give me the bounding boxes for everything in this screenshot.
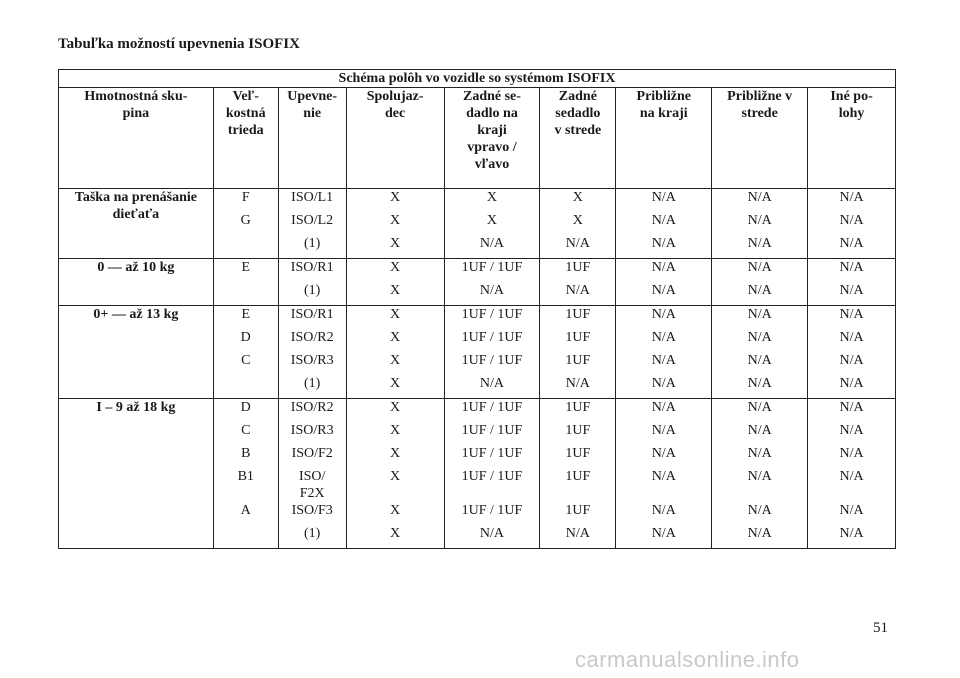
table-cell: X	[346, 212, 444, 235]
table-cell: N/A	[808, 375, 896, 399]
table-cell: X	[346, 329, 444, 352]
table-cell: X	[346, 399, 444, 423]
table-cell: ISO/R1	[278, 259, 346, 283]
table-cell: X	[346, 502, 444, 525]
column-header: Veľ- kostná trieda	[213, 88, 278, 189]
table-cell: N/A	[712, 375, 808, 399]
table-cell: N/A	[616, 235, 712, 259]
table-cell: 1UF / 1UF	[444, 445, 540, 468]
table-cell	[213, 235, 278, 259]
table-cell: N/A	[616, 282, 712, 306]
table-cell: G	[213, 212, 278, 235]
table-body	[59, 189, 896, 549]
table-cell: N/A	[808, 422, 896, 445]
table-row	[59, 259, 896, 283]
table-cell: N/A	[808, 468, 896, 502]
table-cell: N/A	[616, 445, 712, 468]
column-header: Iné po- lohy	[808, 88, 896, 189]
table-cell: X	[444, 212, 540, 235]
table-cell: X	[346, 282, 444, 306]
table-cell: N/A	[444, 525, 540, 549]
table-cell: C	[213, 352, 278, 375]
table-cell: X	[346, 445, 444, 468]
table-cell: 1UF	[540, 445, 616, 468]
table-cell: N/A	[712, 212, 808, 235]
table-cell: N/A	[616, 502, 712, 525]
table-cell: N/A	[712, 502, 808, 525]
table-cell: N/A	[808, 399, 896, 423]
table-cell: N/A	[616, 422, 712, 445]
table-row	[59, 306, 896, 330]
table-cell: 1UF / 1UF	[444, 259, 540, 283]
table-cell: N/A	[808, 329, 896, 352]
table-cell: X	[346, 352, 444, 375]
table-row	[59, 189, 896, 213]
table-cell: X	[346, 189, 444, 213]
table-cell: X	[346, 235, 444, 259]
schema-header: Schéma polôh vo vozidle so systémom ISOFIX	[59, 70, 896, 88]
table-cell: E	[213, 259, 278, 283]
watermark: carmanualsonline.info	[575, 647, 800, 672]
table-cell: ISO/ F2X	[278, 468, 346, 502]
table-cell: F	[213, 189, 278, 213]
table-cell: N/A	[540, 235, 616, 259]
table-cell: N/A	[616, 212, 712, 235]
table-cell: X	[346, 259, 444, 283]
table-cell: C	[213, 422, 278, 445]
table-cell: 1UF	[540, 259, 616, 283]
table-cell: 1UF	[540, 399, 616, 423]
table-cell: 1UF	[540, 422, 616, 445]
table-cell: N/A	[808, 259, 896, 283]
table-cell: X	[346, 375, 444, 399]
table-cell: N/A	[712, 282, 808, 306]
table-cell: N/A	[808, 502, 896, 525]
column-header: Spolujaz- dec	[346, 88, 444, 189]
table-cell: N/A	[808, 525, 896, 549]
table-cell: X	[540, 212, 616, 235]
table-cell: A	[213, 502, 278, 525]
table-cell: 1UF	[540, 306, 616, 330]
table-cell: N/A	[712, 468, 808, 502]
column-header: Hmotnostná sku- pina	[59, 88, 214, 189]
table-cell: N/A	[808, 212, 896, 235]
table-cell: (1)	[278, 235, 346, 259]
weight-group-cell: I – 9 až 18 kg	[59, 399, 214, 549]
table-cell: ISO/R2	[278, 329, 346, 352]
table-cell: 1UF	[540, 502, 616, 525]
table-cell: N/A	[616, 329, 712, 352]
table-cell	[213, 525, 278, 549]
table-cell: X	[444, 189, 540, 213]
table-cell: N/A	[540, 282, 616, 306]
table-cell: N/A	[616, 375, 712, 399]
table-cell: ISO/L2	[278, 212, 346, 235]
table-cell: N/A	[712, 525, 808, 549]
table-cell: N/A	[712, 352, 808, 375]
column-header: Zadné se- dadlo na kraji vpravo / vľavo	[444, 88, 540, 189]
table-cell: N/A	[616, 352, 712, 375]
weight-group-cell: Taška na prenášanie dieťaťa	[59, 189, 214, 259]
table-cell: X	[346, 468, 444, 502]
table-cell: N/A	[712, 399, 808, 423]
table-cell: N/A	[616, 306, 712, 330]
table-cell: ISO/R2	[278, 399, 346, 423]
table-cell: (1)	[278, 375, 346, 399]
table-cell: 1UF	[540, 329, 616, 352]
table-cell: N/A	[444, 282, 540, 306]
table-cell: X	[346, 525, 444, 549]
table-cell: N/A	[712, 235, 808, 259]
table-cell: N/A	[444, 235, 540, 259]
table-cell: B1	[213, 468, 278, 502]
table-cell	[213, 282, 278, 306]
table-cell: (1)	[278, 282, 346, 306]
table-cell: X	[346, 306, 444, 330]
table-cell: 1UF / 1UF	[444, 306, 540, 330]
table-cell: B	[213, 445, 278, 468]
table-cell: N/A	[712, 189, 808, 213]
column-header: Približne v strede	[712, 88, 808, 189]
column-header: Upevne- nie	[278, 88, 346, 189]
table-cell: 1UF	[540, 468, 616, 502]
table-cell: 1UF / 1UF	[444, 352, 540, 375]
table-cell: 1UF / 1UF	[444, 468, 540, 502]
table-cell: N/A	[808, 282, 896, 306]
table-cell: ISO/F2	[278, 445, 346, 468]
table-cell: (1)	[278, 525, 346, 549]
page-title: Tabuľka možností upevnenia ISOFIX	[58, 36, 300, 52]
table-cell: E	[213, 306, 278, 330]
page-number: 51	[873, 620, 888, 636]
table-cell: D	[213, 329, 278, 352]
column-header: Zadné sedadlo v strede	[540, 88, 616, 189]
weight-group-cell: 0 — až 10 kg	[59, 259, 214, 306]
table-cell: 1UF	[540, 352, 616, 375]
table-cell: 1UF / 1UF	[444, 399, 540, 423]
table-cell: N/A	[712, 422, 808, 445]
table-cell: N/A	[616, 399, 712, 423]
column-header-row	[59, 88, 896, 189]
table-cell: X	[540, 189, 616, 213]
table-cell: ISO/F3	[278, 502, 346, 525]
table-cell: N/A	[808, 235, 896, 259]
table-cell: ISO/L1	[278, 189, 346, 213]
table-cell: N/A	[616, 259, 712, 283]
table-cell: N/A	[712, 306, 808, 330]
table-cell: 1UF / 1UF	[444, 422, 540, 445]
table-cell	[213, 375, 278, 399]
table-cell: N/A	[712, 329, 808, 352]
column-header: Približne na kraji	[616, 88, 712, 189]
table-cell: N/A	[712, 445, 808, 468]
table-cell: ISO/R3	[278, 422, 346, 445]
table-cell: N/A	[808, 352, 896, 375]
table-row	[59, 399, 896, 423]
table-cell: N/A	[540, 375, 616, 399]
table-cell: X	[346, 422, 444, 445]
table-cell: 1UF / 1UF	[444, 502, 540, 525]
table-cell: N/A	[540, 525, 616, 549]
table-cell: ISO/R1	[278, 306, 346, 330]
table-cell: N/A	[616, 525, 712, 549]
table-cell: N/A	[616, 189, 712, 213]
weight-group-cell: 0+ — až 13 kg	[59, 306, 214, 399]
table-cell: N/A	[712, 259, 808, 283]
table-cell: ISO/R3	[278, 352, 346, 375]
isofix-table	[58, 69, 896, 549]
table-cell: D	[213, 399, 278, 423]
table-cell: N/A	[808, 189, 896, 213]
table-cell: N/A	[808, 445, 896, 468]
table-cell: N/A	[444, 375, 540, 399]
table-cell: 1UF / 1UF	[444, 329, 540, 352]
table-cell: N/A	[616, 468, 712, 502]
table-cell: N/A	[808, 306, 896, 330]
